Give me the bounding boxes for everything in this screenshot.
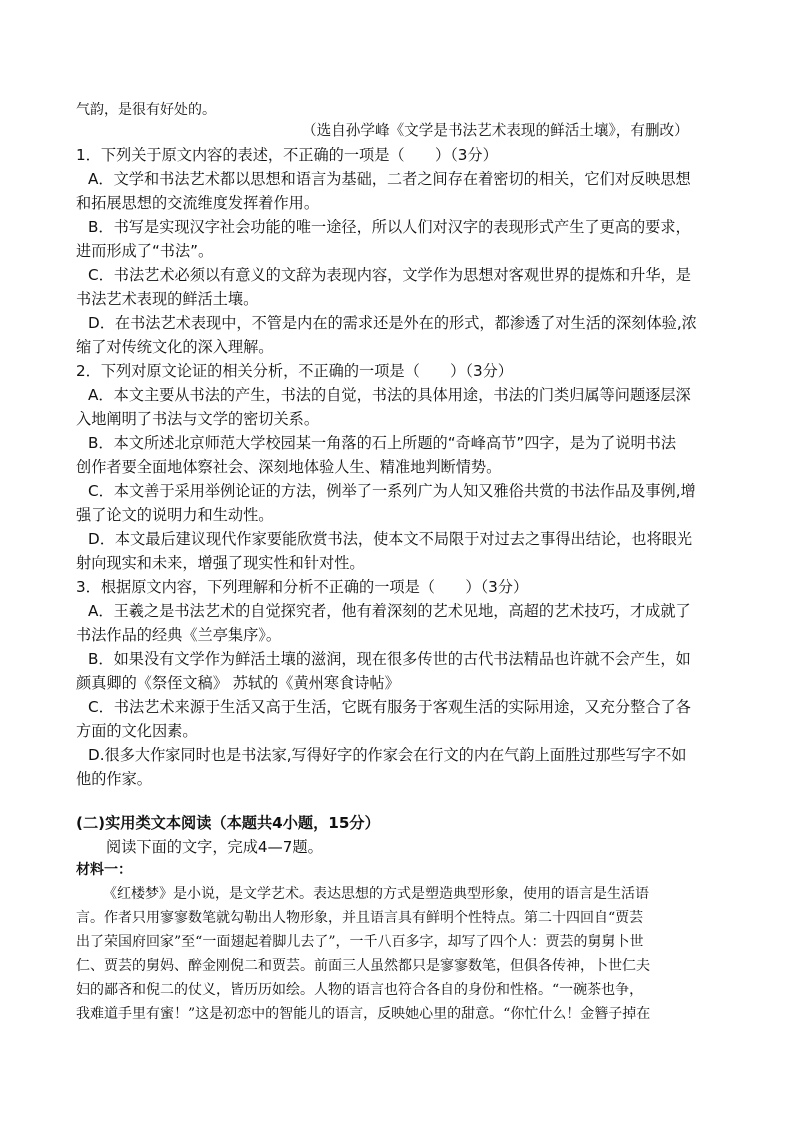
q2-option-c-cont: 强了论文的说明力和生动性。 (76, 506, 274, 524)
question-1-stem: 1．下列关于原文内容的表述，不正确的一项是（ ）（3分） (76, 146, 498, 164)
q2-option-c: C．本文善于采用举例论证的方法，例举了一系列广为人知又雅俗共赏的书法作品及事例,增 (88, 482, 696, 500)
q2-option-b: B．本文所述北京师范大学校园某一角落的石上所题的“奇峰高节”四字，是为了说明书法 (88, 434, 677, 452)
q3-option-d-cont: 他的作家。 (76, 770, 152, 788)
q3-option-a-cont: 书法作品的经典《兰亭集序》。 (76, 626, 282, 644)
section-heading: (二)实用类文本阅读（本题共4小题，15分） (76, 814, 380, 832)
q3-option-b-cont: 颜真卿的《祭侄文稿》 苏轼的《黄州寒食诗帖》 (76, 674, 400, 692)
q1-option-b-cont: 进而形成了“书法”。 (76, 242, 214, 260)
q1-option-d: D．在书法艺术表现中，不管是内在的需求还是外在的形式，都渗透了对生活的深刻体验,浓 (88, 314, 697, 332)
q1-option-c-cont: 书法艺术表现的鲜活土壤。 (76, 290, 259, 308)
material-1-paragraph-line: 仁、贾芸的舅妈、醉金刚倪二和贾芸。前面三人虽然都只是寥寥数笔，但俱各传神，卜世仁夫 (76, 958, 650, 974)
section-instruction: 阅读下面的文字，完成4—7题。 (106, 838, 323, 856)
q1-option-d-cont: 缩了对传统文化的深入理解。 (76, 338, 274, 356)
material-1-label: 材料一： (76, 862, 132, 878)
q3-option-c: C．书法艺术来源于生活又高于生活，它既有服务于客观生活的实际用途，又充分整合了各 (88, 698, 691, 716)
q2-option-b-cont: 创作者要全面地体察社会、深刻地体验人生、精准地判断情势。 (76, 458, 502, 476)
q3-option-c-cont: 方面的文化因素。 (76, 722, 198, 740)
question-3-stem: 3．根据原文内容，下列理解和分析不正确的一项是（ ）（3分） (76, 578, 529, 596)
source-citation: （选自孙学峰《文学是书法艺术表现的鲜活土壤》，有删改） (302, 122, 689, 139)
q1-option-a: A．文学和书法艺术都以思想和语言为基础，二者之间存在着密切的相关，它们对反映思想 (88, 170, 691, 188)
q2-option-a-cont: 入地阐明了书法与文学的密切关系。 (76, 410, 319, 428)
q3-option-d: D.很多大作家同时也是书法家,写得好字的作家会在行文的内在气韵上面胜过那些写字不如 (88, 746, 687, 764)
passage-closing-line: 气韵，是很有好处的。 (76, 102, 216, 118)
q3-option-a: A．王羲之是书法艺术的自觉探究者，他有着深刻的艺术见地，高超的艺术技巧，才成就了 (88, 602, 691, 620)
q3-option-b: B．如果没有文学作为鲜活土壤的滋润，现在很多传世的古代书法精品也许就不会产生，如 (88, 650, 691, 668)
material-1-paragraph-line: 言。作者只用寥寥数笔就勾勒出人物形象，并且语言具有鲜明个性特点。第二十四回自“贾芸 (76, 910, 644, 926)
q1-option-a-cont: 和拓展思想的交流维度发挥着作用。 (76, 194, 319, 212)
q2-option-a: A．本文主要从书法的产生，书法的自觉，书法的具体用途，书法的门类归属等问题逐层深 (88, 386, 691, 404)
material-1-paragraph-line: 《红楼梦》是小说，是文学艺术。表达思想的方式是塑造典型形象，使用的语言是生活语 (103, 886, 649, 902)
q2-option-d: D．本文最后建议现代作家要能欣赏书法，使本文不局限于对过去之事得出结论，也将眼光 (88, 530, 693, 548)
material-1-paragraph-line: 出了荣国府回家”至“一面翅起着脚儿去了”，一千八百多字，却写了四个人：贾芸的舅舅卜世 (76, 934, 644, 950)
q1-option-c: C．书法艺术必须以有意义的文辞为表现内容，文学作为思想对客观世界的提炼和升华，是 (88, 266, 691, 284)
q1-option-b: B．书写是实现汉字社会功能的唯一途径，所以人们对汉字的表现形式产生了更高的要求， (88, 218, 691, 236)
question-2-stem: 2．下列对原文论证的相关分析，不正确的一项是（ ）（3分） (76, 362, 513, 380)
material-1-paragraph-line: 我难道手里有蜜！”这是初恋中的智能儿的语言，反映她心里的甜意。“你忙什么！金簪子掉在 (76, 1006, 651, 1022)
material-1-paragraph-line: 妇的鄙吝和倪二的仗义，皆历历如绘。人物的语言也符合各自的身份和性格。“一碗茶也争， (76, 982, 644, 998)
q2-option-d-cont: 射向现实和未来，增强了现实性和针对性。 (76, 554, 365, 572)
